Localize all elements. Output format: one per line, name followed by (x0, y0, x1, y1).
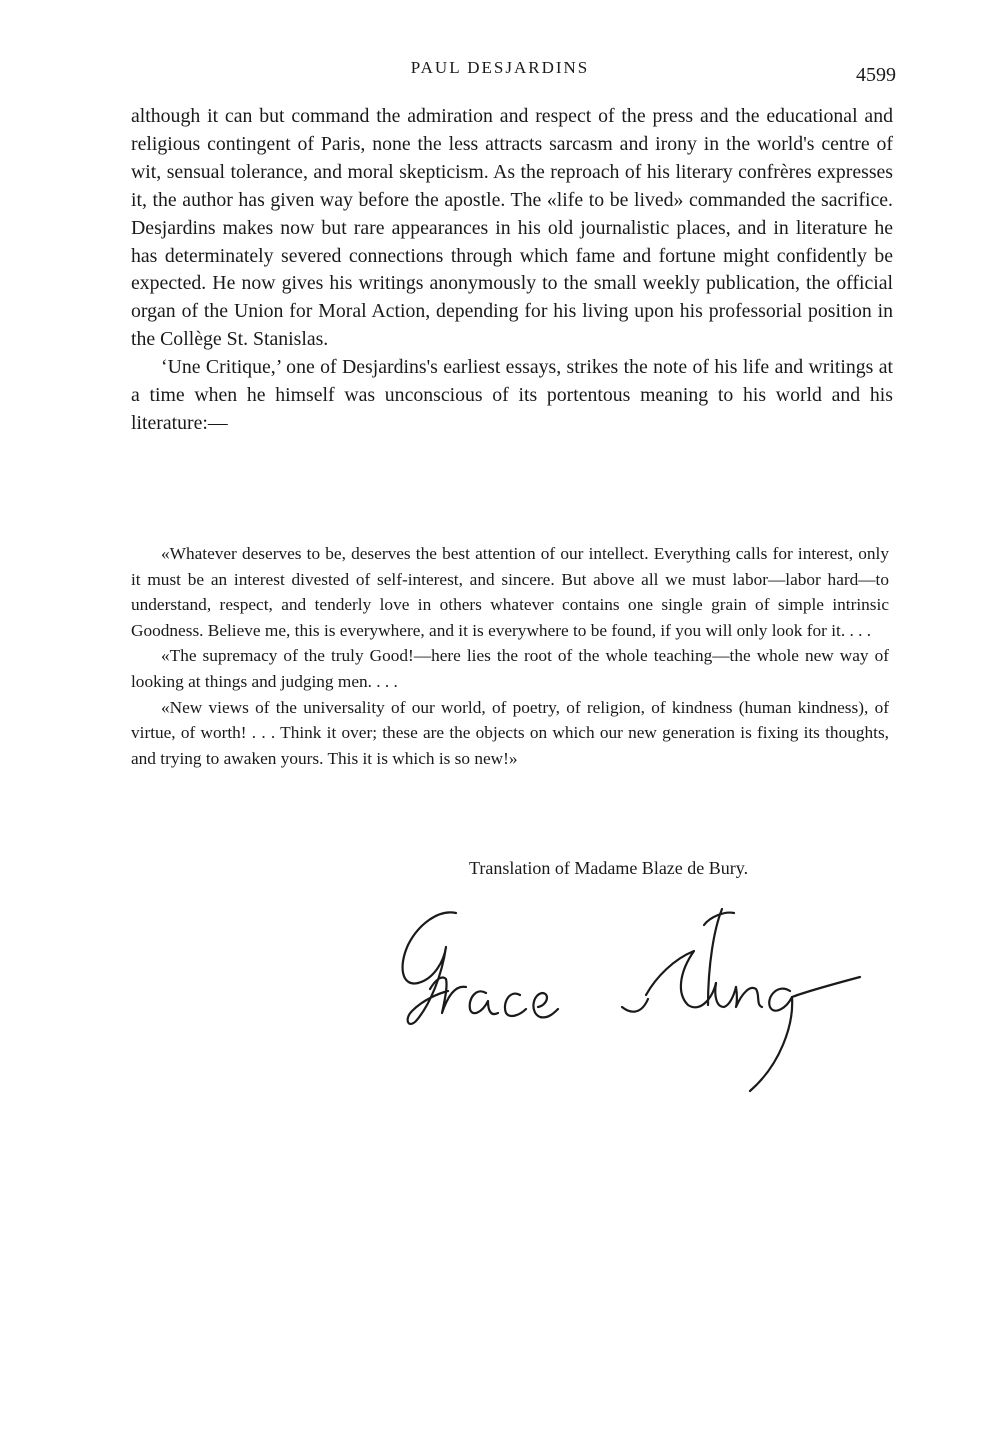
quote-paragraph: «Whatever deserves to be, deserves the best attention of our intellect. Everything calls for interest, only it must be an interest divested of self-interest, and sincere. But above all we must labor—labor hard—to understand, respect, and tenderly love in others whatever contains one single grain of simple intrinsic Goodness. Believe me, this is everywhere, and it is everywhere to be found, if you will only look for it. . . . (131, 544, 889, 640)
body-paragraph: although it can but command the admiration and respect of the press and the educational and religious contingent of Paris, none the less attracts sarcasm and irony in the world's centre of wit, sensual tolerance, and moral skepticism. As the reproach of his literary confrères expresses it, the author has given way before the apostle. The «life to be lived» commanded the sacrifice. Desjardins makes now but rare appearances in his old journalistic places, and in literature he has determinately severed connections through which fame and fortune might confidently be expected. He now gives his writings anonymously to the small weekly publication, the official organ of the Union for Moral Action, depending for his living upon his professorial position in the Collège St. Stanislas. (131, 105, 893, 351)
translation-attribution: Translation of Madame Blaze de Bury. (469, 858, 749, 878)
running-title: PAUL DESJARDINS (410, 58, 590, 77)
body-text (131, 103, 893, 438)
quote-paragraph: «The supremacy of the truly Good!—here lies the root of the whole teaching—the whole new way of looking at things and judging men. . . . (131, 646, 889, 691)
block-quote (131, 541, 889, 771)
quote-paragraph: «New views of the universality of our world, of poetry, of religion, of kindness (human kindness), of virtue, of worth! . . . Think it over; these are the objects on which our new generation is fixing its thoughts, and trying to awaken yours. This it is which is so new!» (131, 697, 889, 768)
signature-grace-king (390, 895, 890, 1105)
body-paragraph: ‘Une Critique,’ one of Desjardins's earliest essays, strikes the note of his life and writings at a time when he himself was unconscious of its portentous meaning to his world and his literature:— (131, 356, 893, 434)
page-number: 4599 (856, 64, 896, 86)
